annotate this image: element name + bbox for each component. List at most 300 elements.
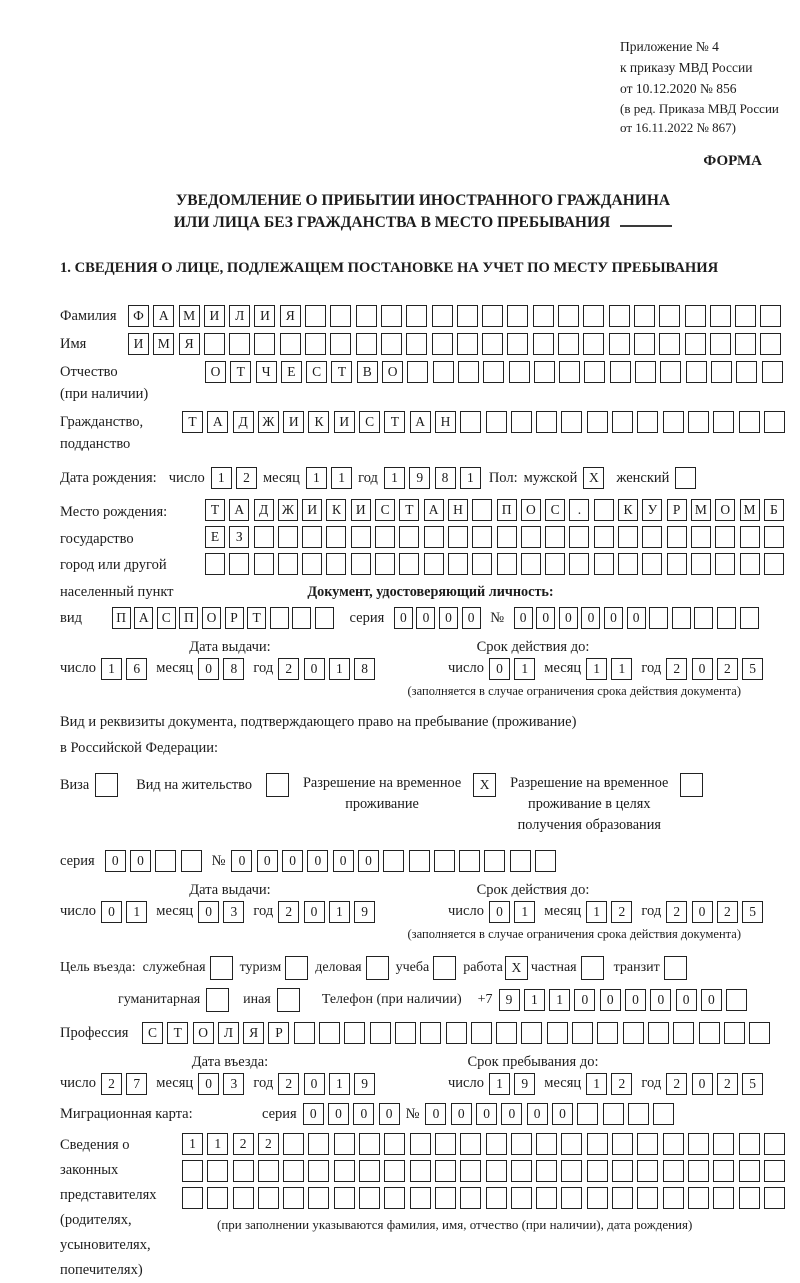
char-cell [511,1187,532,1209]
entry-date-headings [60,1054,786,1071]
char-cell [356,333,377,355]
form-mark: ФОРМА [703,153,762,169]
char-cell [594,526,614,548]
char-cell [685,305,706,327]
char-cell [685,333,706,355]
char-cell [206,988,229,1012]
char-cell [507,333,528,355]
edition-line: от 16.11.2022 № 867) [620,120,737,135]
char-cell: 2 [236,467,257,489]
identity-doc-heading: Документ, удостоверяющий личность: [307,583,554,600]
char-cell: Т [205,499,225,521]
profession-label: Профессия [60,1024,129,1041]
patronymic-boxes [205,361,783,383]
char-cell [675,467,696,489]
char-cell: Л [229,305,250,327]
phone-label: Телефон (при наличии) [321,991,462,1007]
char-cell [594,499,614,521]
char-cell: 0 [489,901,510,923]
char-cell: 0 [198,901,219,923]
char-cell [587,1187,608,1209]
char-cell: 0 [574,989,595,1011]
form-title [60,190,786,234]
title-blank-line [620,215,672,227]
char-cell [764,1133,785,1155]
char-cell [663,1187,684,1209]
char-cell: О [715,499,735,521]
char-cell [659,305,680,327]
char-cell [155,850,176,872]
char-cell: Т [331,361,352,383]
char-cell: 0 [198,658,219,680]
issue-date-group: число 1 6 месяц 0 8 год 2 0 1 8 [60,658,400,680]
char-cell [344,1022,365,1044]
char-cell: М [740,499,760,521]
visa-checkbox [95,773,118,797]
char-cell [510,850,531,872]
char-cell [739,1133,760,1155]
char-cell [699,1022,720,1044]
char-cell: Я [179,333,200,355]
char-cell [383,850,404,872]
char-cell [95,773,118,797]
birth-year-boxes [384,467,481,489]
char-cell: 1 [524,989,545,1011]
char-cell [381,333,402,355]
appendix-line: от 10.12.2020 № 856 [620,81,737,96]
char-cell: З [229,526,249,548]
representatives-field [60,1133,786,1283]
char-cell: 1 [101,658,122,680]
char-cell: А [207,411,228,433]
char-cell: Н [448,499,468,521]
migration-card-number-boxes [425,1103,674,1125]
purpose-field-line2: гуманитарная иная Телефон (при наличии) +7 9 1 1 0 0 0 0 0 0 [118,988,786,1012]
char-cell: 1 [384,467,405,489]
char-cell [667,553,687,575]
char-cell: 2 [717,658,738,680]
char-cell: 0 [692,901,713,923]
char-cell [497,526,517,548]
identity-doc-field: вид П А С П О Р Т серия 0 0 0 0 № 0 0 0 0 0 0 [60,607,786,629]
migration-card-label: Миграционная карта: [60,1105,193,1122]
representatives-note: (при заполнении указываются фамилия, имя, отчество (при наличии), дата рождения) [217,1216,693,1232]
entry-stay-dates [60,1073,786,1095]
char-cell [315,607,334,629]
char-cell [739,1187,760,1209]
char-cell [536,1133,557,1155]
birth-date-label: Дата рождения: [60,470,157,486]
surname-label: Фамилия [60,308,117,324]
representatives-label: Сведения о законных представителях (родителях, усыновителях, попечителях) [60,1136,157,1278]
char-cell: 0 [527,1103,548,1125]
char-cell [507,305,528,327]
char-cell: 0 [425,1103,446,1125]
char-cell: 0 [328,1103,349,1125]
char-cell [204,333,225,355]
char-cell: 0 [625,989,646,1011]
edition-line: (в ред. Приказа МВД России [620,101,779,116]
char-cell: У [642,499,662,521]
char-cell [359,1133,380,1155]
purpose-business-checkbox [366,956,389,980]
char-cell: Д [233,411,254,433]
char-cell: 0 [439,607,458,629]
char-cell: Я [280,305,301,327]
char-cell [710,305,731,327]
char-cell [254,333,275,355]
char-cell: X [505,956,528,980]
char-cell: X [473,773,496,797]
char-cell [278,526,298,548]
char-cell [717,607,736,629]
char-cell [207,1187,228,1209]
stay-doc-issue-group: число 0 1 месяц 0 3 год 2 0 1 9 [60,901,400,923]
char-cell [486,411,507,433]
char-cell: 0 [257,850,278,872]
char-cell [395,1022,416,1044]
char-cell: И [283,411,304,433]
char-cell [482,333,503,355]
char-cell: 0 [304,658,325,680]
char-cell [424,526,444,548]
char-cell: 0 [353,1103,374,1125]
char-cell: Т [167,1022,188,1044]
char-cell [375,526,395,548]
char-cell [270,607,289,629]
char-cell: 2 [717,901,738,923]
char-cell [356,305,377,327]
char-cell [749,1022,770,1044]
surname-boxes [128,305,781,327]
char-cell: 0 [130,850,151,872]
char-cell: К [308,411,329,433]
representatives-row1 [182,1133,785,1155]
char-cell [229,333,250,355]
char-cell: П [497,499,517,521]
char-cell [545,526,565,548]
char-cell [561,411,582,433]
char-cell [258,1187,279,1209]
char-cell: М [179,305,200,327]
char-cell [764,411,785,433]
char-cell [569,553,589,575]
char-cell: О [382,361,403,383]
char-cell [569,526,589,548]
stay-month-boxes [586,1073,632,1095]
char-cell: 0 [394,607,413,629]
char-cell [381,305,402,327]
char-cell: 0 [198,1073,219,1095]
char-cell [283,1133,304,1155]
char-cell: 1 [586,1073,607,1095]
validity-note: (заполняется в случае ограничения срока действия документа) [407,683,741,698]
char-cell [406,333,427,355]
birth-day-boxes [211,467,257,489]
char-cell [559,361,580,383]
char-cell: С [545,499,565,521]
migration-card-field: Миграционная карта: серия 0 0 0 0 № 0 0 0 0 0 0 [60,1103,786,1125]
sex-label: Пол: [488,470,518,486]
char-cell [446,1022,467,1044]
char-cell: 0 [105,850,126,872]
char-cell [334,1187,355,1209]
char-cell [433,361,454,383]
char-cell [634,333,655,355]
char-cell: 0 [676,989,697,1011]
char-cell: С [375,499,395,521]
char-cell [460,411,481,433]
char-cell: Е [205,526,225,548]
char-cell [760,305,781,327]
char-cell [659,333,680,355]
char-cell: 0 [692,658,713,680]
char-cell [472,553,492,575]
char-cell: 3 [223,1073,244,1095]
char-cell [410,1187,431,1209]
char-cell: 0 [476,1103,497,1125]
valid-until-heading: Срок действия до: [476,638,590,655]
char-cell [694,607,713,629]
char-cell [642,553,662,575]
char-cell [292,607,311,629]
char-cell [181,850,202,872]
char-cell: 1 [586,901,607,923]
stay-doc-dates [60,901,786,923]
char-cell: 0 [101,901,122,923]
char-cell [618,526,638,548]
char-cell: И [334,411,355,433]
char-cell [736,361,757,383]
char-cell [649,607,668,629]
char-cell [663,411,684,433]
char-cell [648,1022,669,1044]
char-cell [637,1187,658,1209]
char-cell [496,1022,517,1044]
char-cell: 1 [460,467,481,489]
issue-date-heading: Дата выдачи: [189,638,271,655]
entry-date-heading: Дата въезда: [191,1053,269,1070]
char-cell [305,305,326,327]
char-cell [711,361,732,383]
purpose-official-checkbox [210,956,233,980]
char-cell: 7 [126,1073,147,1095]
char-cell: 0 [559,607,578,629]
char-cell [432,333,453,355]
purpose-tourism-checkbox [285,956,308,980]
birth-place-row2 [205,526,784,548]
char-cell: 5 [742,901,763,923]
char-cell: 2 [278,1073,299,1095]
char-cell [511,411,532,433]
char-cell [326,526,346,548]
char-cell: А [229,499,249,521]
purpose-transit-checkbox [664,956,687,980]
char-cell [612,1133,633,1155]
purpose-private-checkbox [581,956,604,980]
temp-residence-checkbox [473,773,496,797]
doc-series-boxes [394,607,481,629]
char-cell [483,361,504,383]
stay-doc-number-boxes [231,850,556,872]
char-cell: И [128,333,149,355]
char-cell [628,1103,649,1125]
profession-field [60,1022,786,1044]
char-cell: О [521,499,541,521]
char-cell [330,305,351,327]
char-cell: 0 [489,658,510,680]
char-cell: 1 [514,658,535,680]
purpose-label: Цель въезда: [60,959,136,975]
char-cell [642,526,662,548]
char-cell: 0 [333,850,354,872]
char-cell [558,305,579,327]
char-cell [285,956,308,980]
char-cell: 0 [604,607,623,629]
doc-type-boxes [112,607,334,629]
char-cell [533,333,554,355]
char-cell: О [202,607,221,629]
char-cell: 0 [552,1103,573,1125]
stay-doc-valid-day [489,901,535,923]
char-cell [715,553,735,575]
char-cell: 1 [207,1133,228,1155]
char-cell [458,361,479,383]
char-cell [432,305,453,327]
stay-doc-series-boxes [105,850,202,872]
visa-label: Виза [60,776,90,793]
char-cell: В [357,361,378,383]
residence-permit-checkbox [266,773,289,797]
char-cell [278,553,298,575]
given-name-field [60,333,786,355]
char-cell: X [583,467,604,489]
char-cell [535,850,556,872]
stay-until-heading: Срок пребывания до: [467,1053,599,1070]
char-cell [509,361,530,383]
char-cell: 0 [514,607,533,629]
char-cell [420,1022,441,1044]
char-cell: 0 [701,989,722,1011]
stay-doc-series-field: серия 0 0 № 0 0 0 0 0 0 [60,850,786,872]
char-cell [375,553,395,575]
char-cell: 0 [650,989,671,1011]
validity-note-2: (заполняется в случае ограничения срока действия документа) [407,926,741,941]
char-cell [434,850,455,872]
char-cell: 2 [611,1073,632,1095]
char-cell [424,553,444,575]
char-cell: Ч [256,361,277,383]
char-cell [764,526,784,548]
char-cell: И [302,499,322,521]
char-cell [691,553,711,575]
char-cell [233,1187,254,1209]
char-cell [762,361,783,383]
char-cell [545,553,565,575]
form-title-line1: УВЕДОМЛЕНИЕ О ПРИБЫТИИ ИНОСТРАННОГО ГРАЖДАНИНА [175,192,671,209]
char-cell [612,1187,633,1209]
char-cell: 0 [462,607,481,629]
char-cell: 9 [354,1073,375,1095]
char-cell: 1 [489,1073,510,1095]
char-cell: 0 [451,1103,472,1125]
issue-year-boxes [278,658,375,680]
char-cell: 2 [666,901,687,923]
char-cell: 1 [329,658,350,680]
identity-doc-dates [60,658,786,680]
char-cell: Ф [128,305,149,327]
purpose-work-checkbox [505,956,528,980]
char-cell [410,1133,431,1155]
char-cell [726,989,747,1011]
entry-date-group: число 2 7 месяц 0 3 год 2 0 1 9 [60,1073,400,1095]
char-cell: 1 [611,658,632,680]
char-cell [547,1022,568,1044]
phone-prefix: +7 [477,991,493,1007]
char-cell: 2 [717,1073,738,1095]
char-cell [182,1187,203,1209]
char-cell [594,553,614,575]
sex-male-label: мужской [523,470,578,486]
char-cell [740,526,760,548]
char-cell: Е [281,361,302,383]
profession-boxes [142,1022,770,1044]
char-cell [715,526,735,548]
char-cell: А [424,499,444,521]
char-cell: А [134,607,153,629]
issue-day-boxes [101,658,147,680]
char-cell: 0 [307,850,328,872]
given-name-label: Имя [60,336,87,352]
issue-month-boxes [198,658,244,680]
appendix-line: Приложение № 4 [620,39,719,54]
char-cell: 0 [692,1073,713,1095]
char-cell: Л [218,1022,239,1044]
char-cell: 0 [416,607,435,629]
char-cell: 0 [304,1073,325,1095]
char-cell [653,1103,674,1125]
entry-year-boxes [278,1073,375,1095]
char-cell [521,526,541,548]
stay-year-boxes [666,1073,763,1095]
char-cell [618,553,638,575]
char-cell: 0 [231,850,252,872]
char-cell: Т [247,607,266,629]
char-cell: 1 [126,901,147,923]
stay-doc-intro2: в Российской Федерации: [60,739,219,756]
char-cell: Ж [258,411,279,433]
surname-field [60,305,786,327]
char-cell: 8 [435,467,456,489]
char-cell [609,333,630,355]
representatives-row3 [182,1187,785,1209]
char-cell [460,1133,481,1155]
char-cell [688,1187,709,1209]
char-cell [359,1187,380,1209]
stay-doc-intro1: Вид и реквизиты документа, подтверждающего право на пребывание (проживание) [60,713,577,730]
char-cell: 0 [536,607,555,629]
char-cell [326,553,346,575]
char-cell: С [359,411,380,433]
char-cell: 0 [379,1103,400,1125]
char-cell [764,1187,785,1209]
char-cell: 0 [282,850,303,872]
char-cell [667,526,687,548]
char-cell [577,1103,598,1125]
stay-doc-issue-day [101,901,147,923]
char-cell: С [306,361,327,383]
entry-month-boxes [198,1073,244,1095]
